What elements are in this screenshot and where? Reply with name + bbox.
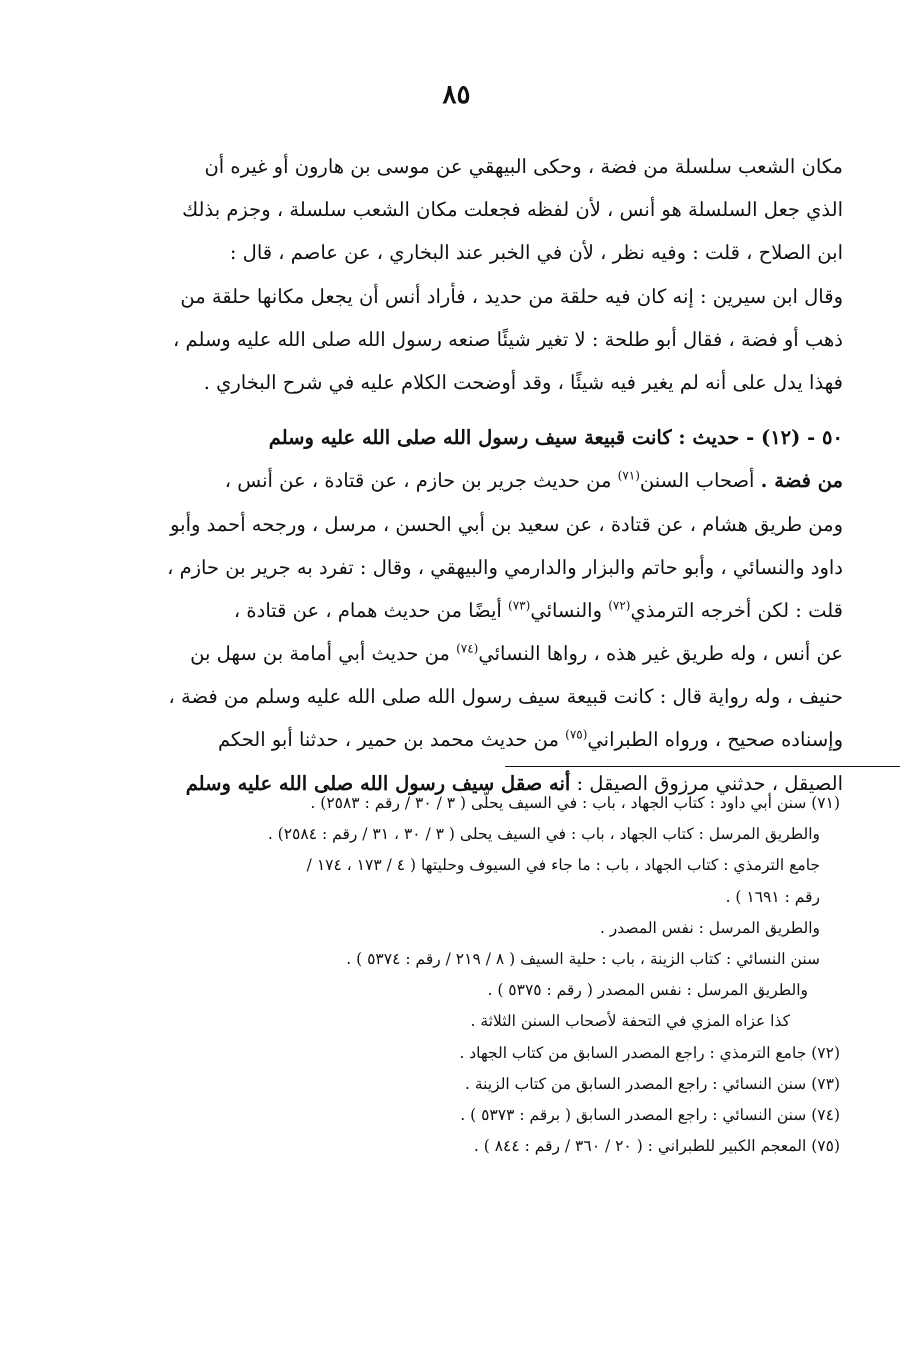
text-line: [98, 675, 843, 718]
text-span: وإسناده صحيح ، ورواه الطبراني: [587, 728, 843, 752]
text-span: فهذا يدل على أنه لم يغير فيه شيئًا ، وقد أوضحت الكلام عليه في شرح البخاري .: [203, 370, 843, 394]
text-span: قلت : لكن أخرجه الترمذي: [630, 598, 843, 622]
footnote-line: رقم : ١٦٩١ ) .: [725, 887, 820, 906]
text-span: ومن طريق هشام ، عن قتادة ، عن سعيد بن أبي الحسن ، مرسل ، ورجحه أحمد وأبو: [170, 512, 843, 536]
footnote-line: (٧٣) سنن النسائي : راجع المصدر السابق من كتاب الزينة .: [465, 1074, 840, 1093]
footnote-ref[interactable]: (٧٤): [456, 641, 479, 656]
text-span: داود والنسائي ، وأبو حاتم والبزار والدارمي والبيهقي ، وقال : تفرد به جرير بن حازم ،: [167, 555, 843, 579]
footnote-line: (٧٥) المعجم الكبير للطبراني : ( ٢٠ / ٣٦٠ / رقم : ٨٤٤ ) .: [473, 1137, 840, 1156]
text-line: [98, 718, 843, 761]
text-line: [98, 589, 843, 632]
text-line: [98, 361, 843, 404]
paragraph-gap: [98, 404, 843, 416]
footnote-line: جامع الترمذي : كتاب الجهاد ، باب : ما جاء في السيوف وحليتها ( ٤ / ١٧٣ ، ١٧٤ /: [306, 856, 820, 875]
text-span: مكان الشعب سلسلة من فضة ، وحكى البيهقي عن موسى بن هارون أو غيره أن: [204, 155, 843, 178]
text-line: [98, 416, 843, 459]
footnote-line: والطريق المرسل : نفس المصدر ( رقم : ٥٣٧٥ ) .: [487, 981, 808, 1000]
footnote-ref[interactable]: (٧١): [617, 468, 640, 483]
text-line: [98, 546, 843, 589]
text-span: من فضة .: [760, 469, 843, 493]
text-line: [98, 318, 843, 361]
footnote-line: والطريق المرسل : نفس المصدر .: [599, 918, 820, 937]
text-line: [98, 632, 843, 675]
text-span: وقال ابن سيرين : إنه كان فيه حلقة من حديد ، فأراد أنس أن يجعل مكانها حلقة من: [180, 284, 843, 308]
footnote-ref[interactable]: (٧٥): [565, 727, 588, 742]
text-span: من حديث أبي أمامة بن سهل بن: [190, 642, 457, 666]
text-span: عن أنس ، وله طريق غير هذه ، رواها النسائي: [478, 642, 843, 666]
footnote-line: والطريق المرسل : كتاب الجهاد ، باب : في السيف يحلى ( ٣ / ٣٠ ، ٣١ / رقم : ٢٥٨٤) .: [267, 825, 820, 844]
text-span: والنسائي: [530, 598, 609, 622]
text-line: [98, 503, 843, 546]
text-span: من حديث جرير بن حازم ، عن قتادة ، عن أنس ،: [224, 469, 618, 493]
footnote-line: (٧٤) سنن النسائي : راجع المصدر السابق ( برقم : ٥٣٧٣ ) .: [460, 1105, 840, 1124]
text-span: أيضًا من حديث همام ، عن قتادة ،: [233, 598, 509, 622]
footnote-ref[interactable]: (٧٢): [608, 598, 631, 613]
text-line: [98, 145, 843, 188]
text-line: [98, 275, 843, 318]
text-line: [98, 188, 843, 231]
text-span: ذهب أو فضة ، فقال أبو طلحة : لا تغير شيئًا صنعه رسول الله صلى الله عليه وسلم ،: [173, 327, 843, 351]
footnote-line: (٧٢) جامع الترمذي : راجع المصدر السابق من كتاب الجهاد .: [459, 1043, 840, 1062]
main-text: [98, 145, 843, 805]
footnote-line: سنن النسائي : كتاب الزينة ، باب : حلية السيف ( ٨ / ٢١٩ / رقم : ٥٣٧٤ ) .: [346, 949, 820, 968]
text-span: ابن الصلاح ، قلت : وفيه نظر ، لأن في الخبر عند البخاري ، عن عاصم ، قال :: [229, 241, 843, 265]
text-span: ٥٠ - (١٢) - حديث : كانت قبيعة سيف رسول الله صلى الله عليه وسلم: [268, 426, 843, 450]
text-span: من حديث محمد بن حمير ، حدثنا أبو الحكم: [217, 728, 566, 752]
footnote-divider: [505, 766, 900, 767]
footnotes: [80, 788, 840, 1162]
text-span: الصيقل ، حدثني مرزوق الصيقل :: [570, 771, 843, 795]
text-line: [98, 231, 843, 274]
page-number: ٨٥: [442, 80, 471, 110]
text-span: الذي جعل السلسلة هو أنس ، لأن لفظه فجعلت مكان الشعب سلسلة ، وجزم بذلك: [182, 198, 843, 222]
footnote-ref[interactable]: (٧٣): [508, 598, 531, 613]
text-line: [98, 459, 843, 502]
text-span: أنه صقل سيف رسول الله صلى الله عليه وسلم: [185, 771, 571, 795]
footnote-line: (٧١) سنن أبي داود : كتاب الجهاد ، باب : في السيف يحلّى ( ٣ / ٣٠ / رقم : ٢٥٨٣) .: [310, 794, 840, 812]
footnote-line: كذا عزاه المزي في التحفة لأصحاب السنن الثلاثة .: [470, 1012, 790, 1031]
text-span: حنيف ، وله رواية قال : كانت قبيعة سيف رسول الله صلى الله عليه وسلم من فضة ،: [168, 685, 843, 709]
text-span: أصحاب السنن: [639, 469, 761, 493]
